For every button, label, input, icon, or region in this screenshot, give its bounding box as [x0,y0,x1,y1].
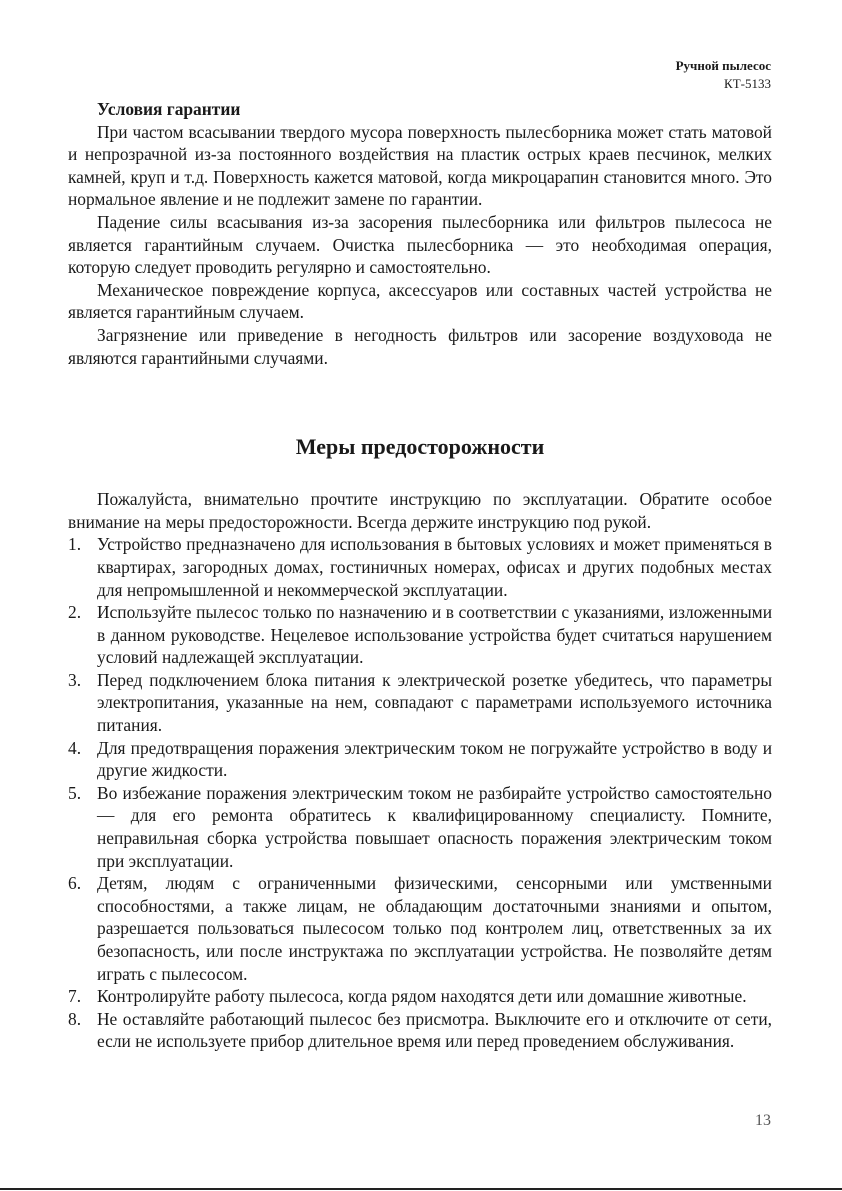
list-item-text: Не оставляйте работающий пылесос без присмотра. Выключите его и отключите от сети, если не используете прибор длительное время или перед проведением обслуживания. [97,1008,772,1052]
list-item-text: Используйте пылесос только по назначению и в соответствии с указаниями, изложенными в данном руководстве. Нецелевое использование устройства будет считаться нарушением условий надлежащей эксплуатации. [97,602,772,668]
list-item [68,1008,772,1053]
list-item-text: Во избежание поражения электрическим током не разбирайте устройство самостоятельно — для его ремонта обратитесь к квалифицированному специалисту. Помните, неправильная сборка устройства повышает опасность поражения электрическим током при эксплуатации. [97,782,772,871]
list-item-number: 2. [68,602,82,623]
warranty-paragraph: Загрязнение или приведение в негодность фильтров или засорение воздуховода не являются гарантийными случаями. [68,324,772,368]
list-item [68,985,772,1008]
list-item [68,782,772,872]
precautions-intro: Пожалуйста, внимательно прочтите инструкцию по эксплуатации. Обратите особое внимание на меры предосторожности. Всегда держите инструкцию под рукой. [68,489,772,532]
list-item [68,533,772,601]
warranty-paragraph: Механическое повреждение корпуса, аксессуаров или составных частей устройства не является гарантийным случаем. [68,279,772,323]
warranty-paragraph: При частом всасывании твердого мусора поверхность пылесборника может стать матовой и непрозрачной из-за постоянного воздействия на пластик острых краев песчинок, мелких камней, круп и т.д. Поверхность кажется матовой, когда микроцарапин становится много. Это нормальное явление и не подлежит замене по гарантии. [68,121,772,210]
list-item-number: 6. [68,873,82,894]
precautions-list [68,533,772,1053]
header-model-number: КТ-5133 [724,76,771,91]
list-item [68,669,772,737]
page-number: 13 [755,1112,771,1129]
list-item-number: 3. [68,669,82,690]
running-header [676,57,771,93]
list-item-text: Устройство предназначено для использования в бытовых условиях и может применяться в квартирах, загородных домах, гостиничных номерах, офисах и других подобных местах для непромышленной и некоммерческой эксплуатации. [97,534,772,600]
list-item-text: Перед подключением блока питания к электрической розетке убедитесь, что параметры электропитания, указанные на нем, совпадают с параметрами используемого источника питания. [97,669,772,736]
list-item-text: Для предотвращения поражения электрическим током не погружайте устройство в воду и другие жидкости. [97,737,772,781]
list-item-number: 8. [68,1008,82,1029]
warranty-paragraph: Падение силы всасывания из-за засорения пылесборника или фильтров пылесоса не является гарантийным случаем. Очистка пылесборника — это необходимая операция, которую следует проводить регулярно и самостоятельно. [68,211,772,278]
page-content [68,98,772,1053]
list-item [68,601,772,669]
list-item-number: 7. [68,986,82,1007]
list-item-number: 1. [68,534,82,555]
precautions-section [68,433,772,1053]
precautions-title: Меры предосторожности [295,434,545,460]
list-item-text: Детям, людям с ограниченными физическими, сенсорными или умственными способностями, а также лицам, не обладающим достаточными знаниями и опытом, разрешается пользоваться пылесосом только под контролем лиц, ответственных за их безопасность, или после инструктажа по эксплуатации устройства. Не позволяйте детям играть с пылесосом. [97,873,772,984]
list-item-text: Контролируйте работу пылесоса, когда рядом находятся дети или домашние животные. [97,986,747,1007]
list-item-number: 5. [68,782,82,803]
list-item [68,872,772,985]
bottom-divider [0,1188,842,1190]
list-item-number: 4. [68,737,82,758]
warranty-section [68,98,772,369]
header-product-name: Ручной пылесос [675,58,771,73]
warranty-title: Условия гарантии [97,99,241,119]
list-item [68,737,772,782]
